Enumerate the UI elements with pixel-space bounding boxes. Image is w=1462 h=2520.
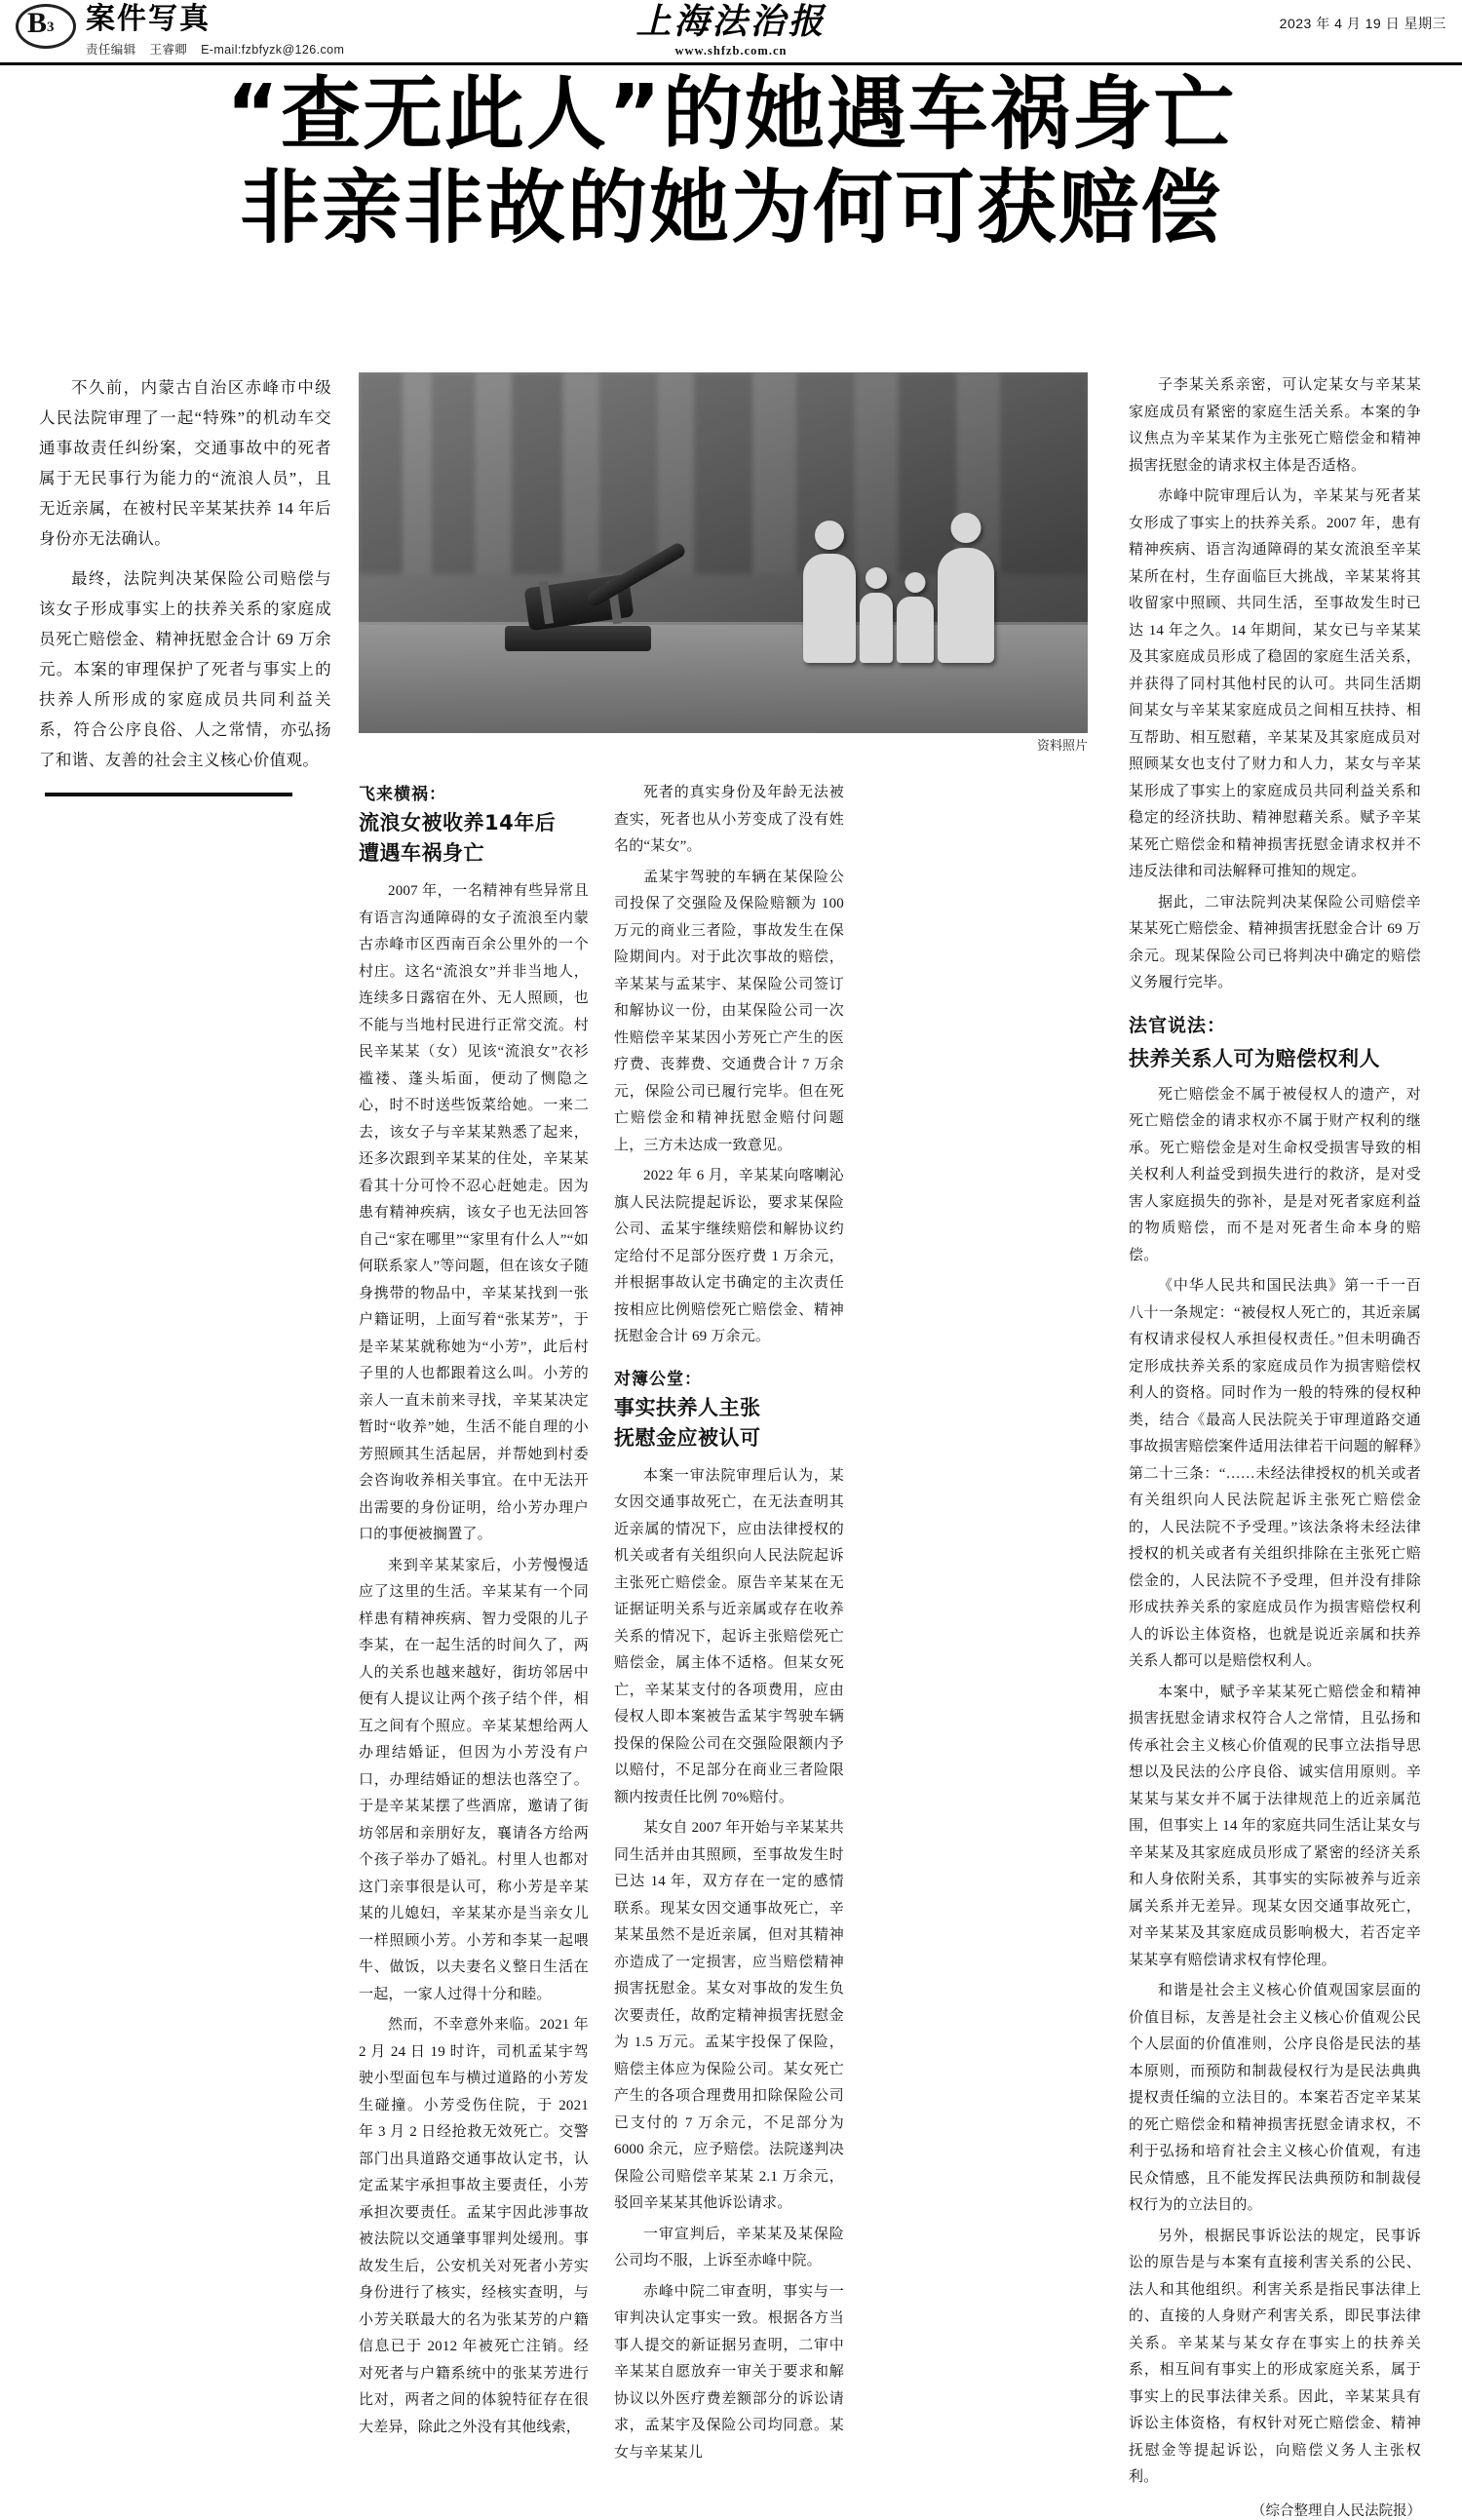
paragraph: 赤峰中院二审查明，事实与一审判决认定事实一致。根据各方当事人提交的新证据另查明，二审中辛某某自愿放弃一审关于要求和解协议以外医疗费差额部分的诉讼请求，孟某宇及保险公司均同意。某女与辛某某儿 — [614, 2283, 844, 2461]
editor-credits — [86, 40, 344, 58]
lead-column — [39, 372, 331, 796]
article-photo-block — [359, 372, 1088, 755]
body-column-2 — [614, 780, 844, 2470]
paragraph: 据此，二审法院判决某保险公司赔偿辛某某死亡赔偿金、精神损害抚慰金合计 69 万余元。现某保险公司已将判决中确定的赔偿义务履行完毕。 — [1129, 894, 1421, 990]
section-c-subhead: 扶养关系人可为赔偿权利人 — [1129, 1046, 1380, 1070]
logo-letter: B — [27, 7, 48, 39]
paragraph: 死者的真实身份及年龄无法被查实，死者也从小芳变成了没有姓名的“某女”。 — [614, 785, 844, 854]
section-logo-icon — [14, 2, 78, 53]
page-title — [0, 68, 1462, 255]
section-b-body-top — [614, 780, 844, 1351]
lead-text — [39, 372, 331, 775]
photo-credit: 资料照片 — [1036, 738, 1088, 753]
paragraph: 赤峰中院审理后认为，辛某某与死者某女形成了事实上的扶养关系。2007 年，患有精神疾病、语言沟通障碍的某女流浪至辛某某所在村，生存面临巨大挑战，辛某某将其收留家中照顾、共同生活，至事故发生时已达 14 年之久。14 年期间，某女已与辛某某及其家庭成员形成了稳固的家庭生活关系，并获得了同村其他村民的认可。共同生活期间某女与辛某某家庭成员之间相互扶持、相互帮助、相互慰藉，辛某某及其家庭成员对照顾某女也支付了财力和人力，某女与辛某某形成了事实上的家庭成员共同利益关系和稳定的经济扶助、精神慰藉关系。赋予辛某某死亡赔偿金和精神损害抚慰金请求权并不违反法律和司法解释可推知的规定。 — [1129, 488, 1421, 879]
section-a-kicker: 飞来横祸： — [359, 785, 446, 804]
paragraph: 和谐是社会主义核心价值观国家层面的价值目标，友善是社会主义核心价值观公民个人层面的价值准则，公序良俗是民法的基本原则，而预防和制裁侵权行为是民法典典提权责任编的立法目的。本案若否定辛某某的死亡赔偿金和精神损害抚慰金请求权，不利于弘扬和培育社会主义核心价值观，有违民众情感，且不能发挥民法典预防和制裁侵权行为的立法目的。 — [1129, 1983, 1421, 2213]
paragraph: 一审宣判后，辛某某及某保险公司均不服，上诉至赤峰中院。 — [614, 2226, 844, 2268]
paragraph: 孟某宇驾驶的车辆在某保险公司投保了交强险及保险赔额为 100 万元的商业三者险，事故发生在保险期间内。对于此次事故的赔偿，辛某某与孟某宇、某保险公司签订和解协议一份，由某保险公司一次性赔偿辛某某因小芳死亡产生的医疗费、丧葬费、交通费合计 7 万余元，保险公司已履行完毕。但在死亡赔偿金和精神抚慰金赔付问题上，三方未达成一致意见。 — [614, 869, 844, 1153]
headline-line-1: “查无此人”的她遇车祸身亡 — [226, 68, 1236, 161]
lead-paragraph-2: 最终，法院判决某保险公司赔偿与该女子形成事实上的扶养关系的家庭成员死亡赔偿金、精神抚慰金合计 69 万余元。本案的审理保护了死者与事实上的扶养人所形成的家庭成员共同利益关系，符合公序良俗、人之常情，亦弘扬了和谐、友善的社会主义核心价值观。 — [39, 569, 331, 769]
logo-number: 3 — [47, 19, 55, 35]
issue-date: 2023 年 4 月 19 日 星期三 — [1279, 16, 1446, 31]
editor-name: 王睿卿 — [149, 43, 188, 57]
paragraph: 《中华人民共和国民法典》第一千一百八十一条规定：“被侵权人死亡的，其近亲属有权请求侵权人承担侵权责任。”但未明确否定形成扶养关系的家庭成员作为损害赔偿权利人的资格。同时作为一般的特殊的侵权种类，结合《最高人民法院关于审理道路交通事故损害赔偿案件适用法律若干问题的解释》第二十三条：“……未经法律授权的机关或者有关组织向人民法院起诉主张死亡赔偿金的，人民法院不予受理。”该法条将未经法律授权的机关或者有关组织排除在主张死亡赔偿金的，人民法院不予受理，但并没有排除形成扶养关系的家庭成员作为损害赔偿权利人的诉讼主体资格，也就是说近亲属和扶养关系人都可以是赔偿权利人。 — [1129, 1278, 1421, 1669]
paragraph: 本案中，赋予辛某某死亡赔偿金和精神损害抚慰金请求权符合人之常情，且弘扬和传承社会主义核心价值观的民事立法指导思想以及民法的公序良俗、诚实信用原则。辛某某与某女并不属于法律规范上的近亲属范围，但事实上 14 年的家庭共同生活让某女与辛某某及其家庭成员形成了紧密的经济关系和人身依附关系，其事实的实际被养与近亲属关系并无差异。现某女因交通事故死亡，对辛某某及其家庭成员影响极大，若否定辛某某享有赔偿请求权有悖伦理。 — [1129, 1684, 1421, 1968]
section-block — [86, 2, 344, 58]
lead-paragraph-1: 不久前，内蒙古自治区赤峰市中级人民法院审理了一起“特殊”的机动车交通事故责任纠纷案，交通事故中的死者属于无民事行为能力的“流浪人员”，且无近亲属，在被村民辛某某扶养 14 年后身份亦无法确认。 — [39, 378, 331, 548]
paragraph: 本案一审法院审理后认为，某女因交通事故死亡，在无法查明其近亲属的情况下，应由法律授权的机关或者有关组织向人民法院起诉主张死亡赔偿金。原告辛某某在无证据证明关系与近亲属或存在收养关系的情况下，起诉主张赔偿死亡赔偿金，属主体不适格。但某女死亡，辛某某支付的各项费用，应由侵权人即本案被告孟某宇驾驶车辆投保的保险公司在交强险限额内予以赔付，不足部分在商业三者险限额内按责任比例 70%赔付。 — [614, 1467, 844, 1805]
section-title: 案件写真 — [86, 2, 211, 36]
paragraph: 死亡赔偿金不属于被侵权人的遗产，对死亡赔偿金的请求权亦不属于财产权利的继承。死亡赔偿金是对生命权受损害导致的相关权利人利益受到损失进行的救济，是对受害人家庭损失的弥补，是是对死者家庭利益的物质赔偿，而不是对死者生命本身的赔偿。 — [1129, 1086, 1421, 1263]
section-c-kicker: 法官说法： — [1129, 1014, 1227, 1036]
paragraph: 某女自 2007 年开始与辛某某共同生活并由其照顾，至事故发生时已达 14 年，双方存在一定的感情联系。现某女因交通事故死亡，辛某某虽然不是近亲属，但对其精神亦造成了一定损害，应当赔偿精神损害抚慰金。某女对事故的发生负次要责任，故酌定精神损害抚慰金为 1.5 万元。孟某宇投保了保险，赔偿主体应为保险公司。某女死亡产生的各项合理费用扣除保险公司已支付的 7 万余元，不足部分为 6000 余元，应予赔偿。法院遂判决保险公司赔偿辛某某 2.1 万余元，驳回辛某某其他诉讼请求。 — [614, 1820, 844, 2211]
paper-family-cutout-icon — [803, 548, 994, 663]
editor-email: E-mail:fzbfyzk@126.com — [201, 43, 345, 57]
gavel-block-icon — [505, 626, 651, 651]
paragraph: 2007 年，一名精神有些异常且有语言沟通障碍的女子流浪至内蒙古赤峰市区西南百余公里外的一个村庄。这名“流浪女”并非当地人，连续多日露宿在外、无人照顾，也不能与当地村民进行正常交流。村民辛某某（女）见该“流浪女”衣衫褴褛、蓬头垢面，便动了恻隐之心，时不时送些饭菜给她。一来二去，该女子与辛某某熟悉了起来，还多次跟到辛某某的住处，辛某某看其十分可怜不忍心赶她走。因为患有精神疾病，该女子也无法回答自己“家在哪里”“家里有什么人”“如何联系家人”等问题，但在该女子随身携带的物品中，辛某某找到一张户籍证明，上面写着“张某芳”，于是辛某某就称她为“小芳”，此后村子里的人也都跟着这么叫。小芳的亲人一直未前来寻找，辛某某决定暂时“收养”她，生活不能自理的小芳照顾其生活起居，并帮她到村委会咨询收养相关事宜。在中无法开出需要的身份证明，给小芳办理户口的事便被搁置了。 — [359, 883, 589, 1542]
article-signoff: （综合整理自人民法院报） — [1251, 2502, 1421, 2519]
section-a-body — [359, 878, 589, 2441]
section-a-subhead: 流浪女被收养14年后 遭遇车祸身亡 — [359, 811, 557, 865]
section-b-kicker: 对簿公堂： — [614, 1369, 702, 1389]
paper-name: 上海法治报 — [635, 1, 827, 42]
headline-line-2: 非亲非故的她为何可获赔偿 — [239, 162, 1222, 254]
paragraph: 然而，不幸意外来临。2021 年 2 月 24 日 19 时许，司机孟某宇驾驶小型面包车与横过道路的小芳发生碰撞。小芳受伤住院，于 2021 年 3 月 2 日经抢救无效死亡。交警部门出具道路交通事故认定书，认定孟某宇承担事故主要责任，小芳承担次要责任。孟某宇因此涉事故被法院以交通肇事罪判处缓刑。事故发生后，公安机关对死者小芳实身份进行了核实，经核实查明，与小芳关联最大的名为张某芳的户籍信息已于 2012 年被死亡注销。经对死者与户籍系统中的张某芳进行比对，两者之间的体貌特征存在很大差异，除此之外没有其他线索， — [359, 2017, 589, 2435]
section-c-body-top — [1129, 372, 1421, 997]
lead-divider — [45, 793, 292, 796]
right-column — [1129, 372, 1421, 2520]
paragraph: 子李某关系亲密，可认定某女与辛某某家庭成员有紧密的家庭生活关系。本案的争议焦点为辛某某作为主张死亡赔偿金和精神损害抚慰金的请求权主体是否适格。 — [1129, 377, 1421, 474]
section-b-body-bottom — [614, 1463, 844, 2467]
paper-url[interactable]: www.shfzb.com.cn — [674, 44, 788, 58]
paragraph: 另外，根据民事诉讼法的规定，民事诉讼的原告是与本案有直接利害关系的公民、法人和其他组织。利害关系是指民事法律上的、直接的人身财产利害关系，即民事法律关系。辛某某与某女存在事实上的扶养关系，相互间有事实上的形成家庭关系，属于事实上的民事法律关系。因此，辛某某具有诉讼主体资格，有权针对死亡赔偿金、精神抚慰金等提起诉讼，向赔偿义务人主张权利。 — [1129, 2228, 1421, 2485]
section-b-subhead: 事实扶养人主张 抚慰金应被认可 — [614, 1395, 761, 1450]
masthead — [0, 0, 1462, 65]
editor-label: 责任编辑 — [86, 43, 136, 57]
section-c-body-bottom — [1129, 1082, 1421, 2492]
paragraph: 来到辛某某家后，小芳慢慢适应了这里的生活。辛某某有一个同样患有精神疾病、智力受限的儿子李某，在一起生活的时间久了，两人的关系也越来越好，街坊邻居中便有人提议让两个孩子结个伴，相互之间有个照应。辛某某想给两人办理结婚证，但因为小芳没有户口，办理结婚证的想法也落空了。于是辛某某摆了些酒席，邀请了街坊邻居和亲朋好友，襄请各方给两个孩子举办了婚礼。村里人也都对这门亲事很是认可，称小芳是辛某某的儿媳妇，辛某某亦是当亲女儿一样照顾小芳。小芳和李某一起喂牛、做饭，以夫妻名义整日生活在一起，一家人过得十分和睦。 — [359, 1557, 589, 2002]
body-column-1 — [359, 780, 589, 2445]
gavel-family-photo — [359, 372, 1088, 733]
paragraph: 2022 年 6 月，辛某某向喀喇沁旗人民法院提起诉讼，要求某保险公司、孟某宇继续赔偿和解协议约定给付不足部分医疗费 1 万余元，并根据事故认定书确定的主次责任按相应比例赔偿死亡赔偿金、精神抚慰金合计 69 万余元。 — [614, 1168, 844, 1344]
paper-title-block — [635, 2, 826, 58]
